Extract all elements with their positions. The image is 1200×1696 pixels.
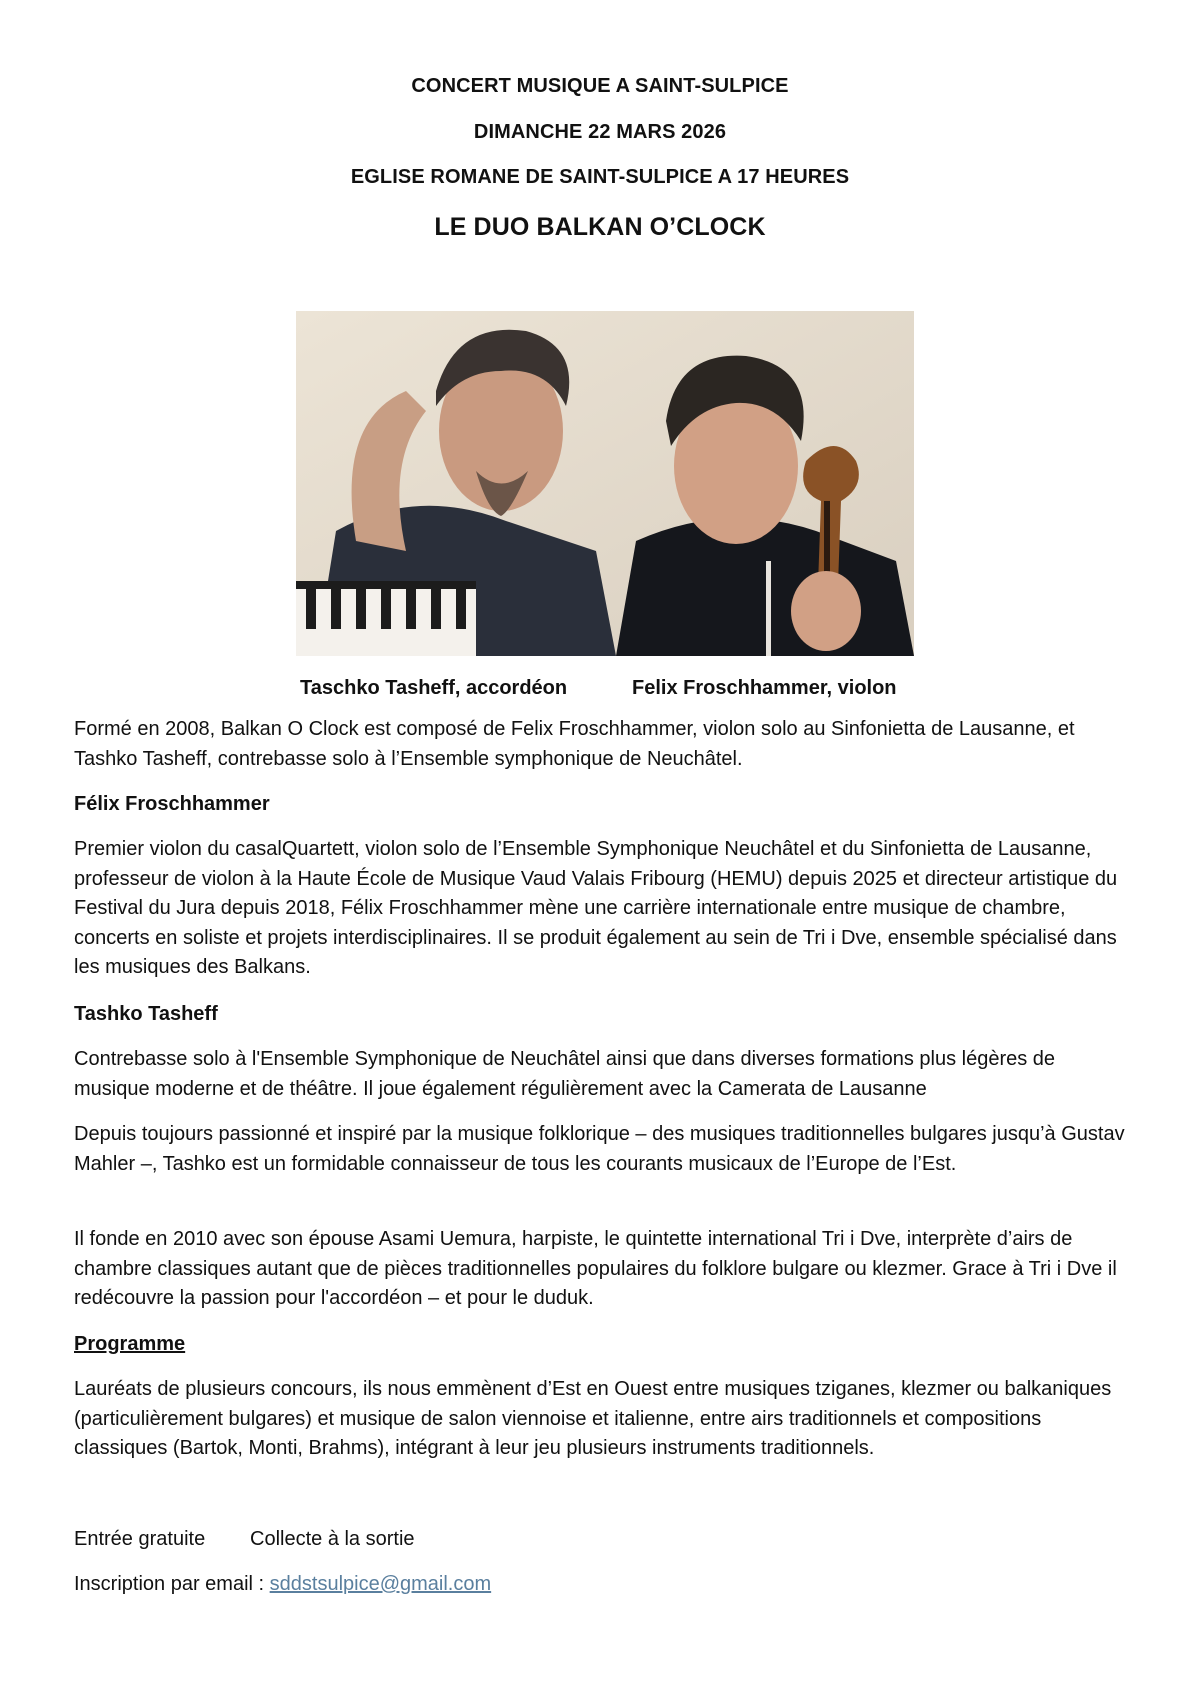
intro-paragraph: Formé en 2008, Balkan O Clock est composé de Felix Froschhammer, violon solo au Sinfonietta de Lausanne, et Tashko Tasheff, contrebasse solo à l’Ensemble symphonique de Neuchâtel. [74,718,1075,770]
free-entry: Entrée gratuite [74,1528,206,1550]
caption-accordion: Taschko Tasheff, accordéon [300,677,568,699]
page-title: LE DUO BALKAN O’CLOCK [434,213,766,241]
collection-note: Collecte à la sortie [250,1528,415,1550]
signup-line [74,1570,1134,1600]
duo-photo-illustration [296,311,914,656]
tashko-heading: Tashko Tasheff [74,1003,218,1025]
signup-label: Inscription par email : [74,1573,270,1595]
felix-heading: Félix Froschhammer [74,793,270,815]
email-link[interactable]: sddstsulpice@gmail.com [269,1573,492,1595]
header-venue: EGLISE ROMANE DE SAINT-SULPICE A 17 HEURES [350,166,850,188]
felix-bio: Premier violon du casalQuartett, violon solo de l’Ensemble Symphonique Neuchâtel et du Sinfonietta de Lausanne, professeur de violon à la Haute École de Musique Vaud Valais Fribourg (HEMU) depuis 2025 et directeur artistique du Festival du Jura depuis 2018, Félix Froschhammer mène une carrière internationale entre musique de chambre, concerts en soliste et projets interdisciplinaires. Il se produit également au sein de Tri i Dve, ensemble spécialisé dans les musiques des Balkans. [74,838,1118,978]
header-date: DIMANCHE 22 MARS 2026 [473,121,727,143]
tashko-bio-1: Contrebasse solo à l'Ensemble Symphonique de Neuchâtel ainsi que dans diverses formations plus légères de musique moderne et de théâtre. Il joue également régulièrement avec la Camerata de Lausanne [74,1048,1056,1100]
tashko-bio-3: Il fonde en 2010 avec son épouse Asami Uemura, harpiste, le quintette international Tri i Dve, interprète d’airs de chambre classiques autant que de pièces traditionnelles populaires du folklore bulgare ou klezmer. Grace à Tri i Dve il redécouvre la passion pour l'accordéon – et pour le duduk. [74,1228,1117,1309]
duo-photo [296,311,914,656]
programme-heading: Programme [74,1333,186,1355]
caption-violin: Felix Froschhammer, violon [632,677,897,699]
header-line-1: CONCERT MUSIQUE A SAINT-SULPICE [411,75,789,97]
accordion-keys [296,581,476,656]
tashko-bio-2: Depuis toujours passionné et inspiré par la musique folklorique – des musiques traditionnelles bulgares jusqu’à Gustav Mahler –, Tashko est un formidable connaisseur de tous les courants musicaux de l’Europe de l’Est. [74,1123,1125,1175]
programme-text: Lauréats de plusieurs concours, ils nous emmènent d’Est en Ouest entre musiques tziganes, klezmer ou balkaniques (particulièrement bulgares) et musique de salon viennoise et italienne, entre airs traditionnels et compositions classiques (Bartok, Monti, Brahms), intégrant à leur jeu plusieurs instruments traditionnels. [74,1378,1112,1459]
